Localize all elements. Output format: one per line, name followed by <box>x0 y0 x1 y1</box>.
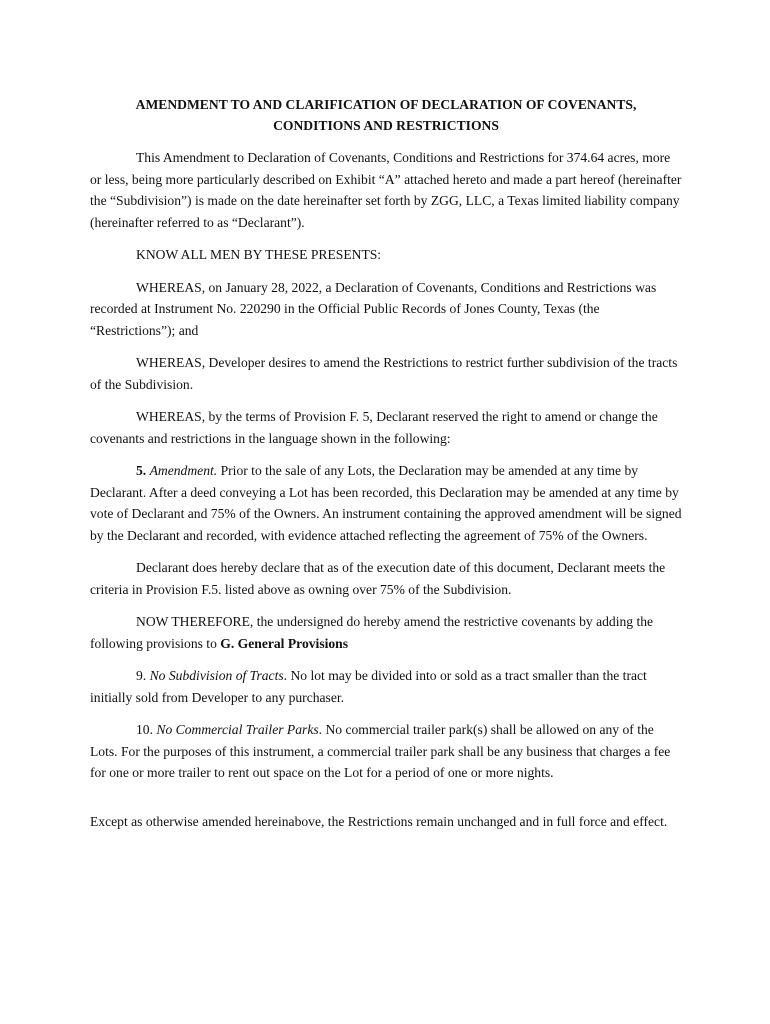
closing-paragraph: Except as otherwise amended hereinabove, the Restrictions remain unchanged and in full force and effect. <box>90 813 668 829</box>
document-page <box>90 94 682 843</box>
provision-5-text: Prior to the sale of any Lots, the Declaration may be amended at any time by Declarant. After a deed conveying a Lot has been recorded, this Declaration may be amended at any time by vote of Declarant and 75% of the Owners. An instrument containing the approved amendment will be signed by the Declarant and recorded, with evidence attached reflecting the agreement of 75% of the Owners. <box>90 463 682 543</box>
provision-9-title: No Subdivision of Tracts <box>149 668 284 683</box>
document-title <box>90 94 682 136</box>
title-line-2: CONDITIONS AND RESTRICTIONS <box>273 118 499 133</box>
provision-9-number: 9. <box>136 668 150 683</box>
general-provisions-heading: G. General Provisions <box>220 635 349 651</box>
intro-paragraph: This Amendment to Declaration of Covenants, Conditions and Restrictions for 374.64 acres, more or less, being more particularly described on Exhibit “A” attached hereto and made a part hereof (hereinafter the “Subdivision”) is made on the date hereinafter set forth by ZGG, LLC, a Texas limited liability company (hereinafter referred to as “Declarant”). <box>90 150 682 230</box>
now-therefore-paragraph <box>90 611 682 654</box>
now-therefore-text: NOW THEREFORE, the undersigned do hereby amend the restrictive covenants by adding the following provisions to <box>90 614 654 651</box>
know-all-men-paragraph: KNOW ALL MEN BY THESE PRESENTS: <box>136 247 382 262</box>
provision-9-text: . No lot may be divided into or sold as a tract smaller than the tract initially sold from Developer to any purchaser. <box>90 668 647 705</box>
declarant-declaration-paragraph: Declarant does hereby declare that as of the execution date of this document, Declarant meets the criteria in Provision F.5. listed above as owning over 75% of the Subdivision. <box>90 560 666 597</box>
provision-5-number: 5. <box>136 463 147 478</box>
title-line-1: AMENDMENT TO AND CLARIFICATION OF DECLARATION OF COVENANTS, <box>135 97 637 112</box>
provision-10-paragraph <box>90 719 682 784</box>
whereas-provision-paragraph: WHEREAS, by the terms of Provision F. 5, Declarant reserved the right to amend or change the covenants and restrictions in the language shown in the following: <box>90 409 658 446</box>
provision-9-paragraph <box>90 665 682 708</box>
whereas-recording-paragraph: WHEREAS, on January 28, 2022, a Declaration of Covenants, Conditions and Restrictions was recorded at Instrument No. 220290 in the Official Public Records of Jones County, Texas (the “Restrictions”); and <box>90 279 657 338</box>
whereas-developer-paragraph: WHEREAS, Developer desires to amend the Restrictions to restrict further subdivision of the tracts of the Subdivision. <box>90 355 678 392</box>
provision-10-number: 10. <box>136 722 157 737</box>
provision-10-title: No Commercial Trailer Parks <box>156 722 319 737</box>
provision-5-paragraph <box>90 460 682 546</box>
provision-5-title: Amendment. <box>149 463 218 478</box>
provision-10-text: . No commercial trailer park(s) shall be allowed on any of the Lots. For the purposes of this instrument, a commercial trailer park shall be any business that charges a fee for one or more trailer to rent out space on the Lot for a period of one or more nights. <box>90 722 671 780</box>
